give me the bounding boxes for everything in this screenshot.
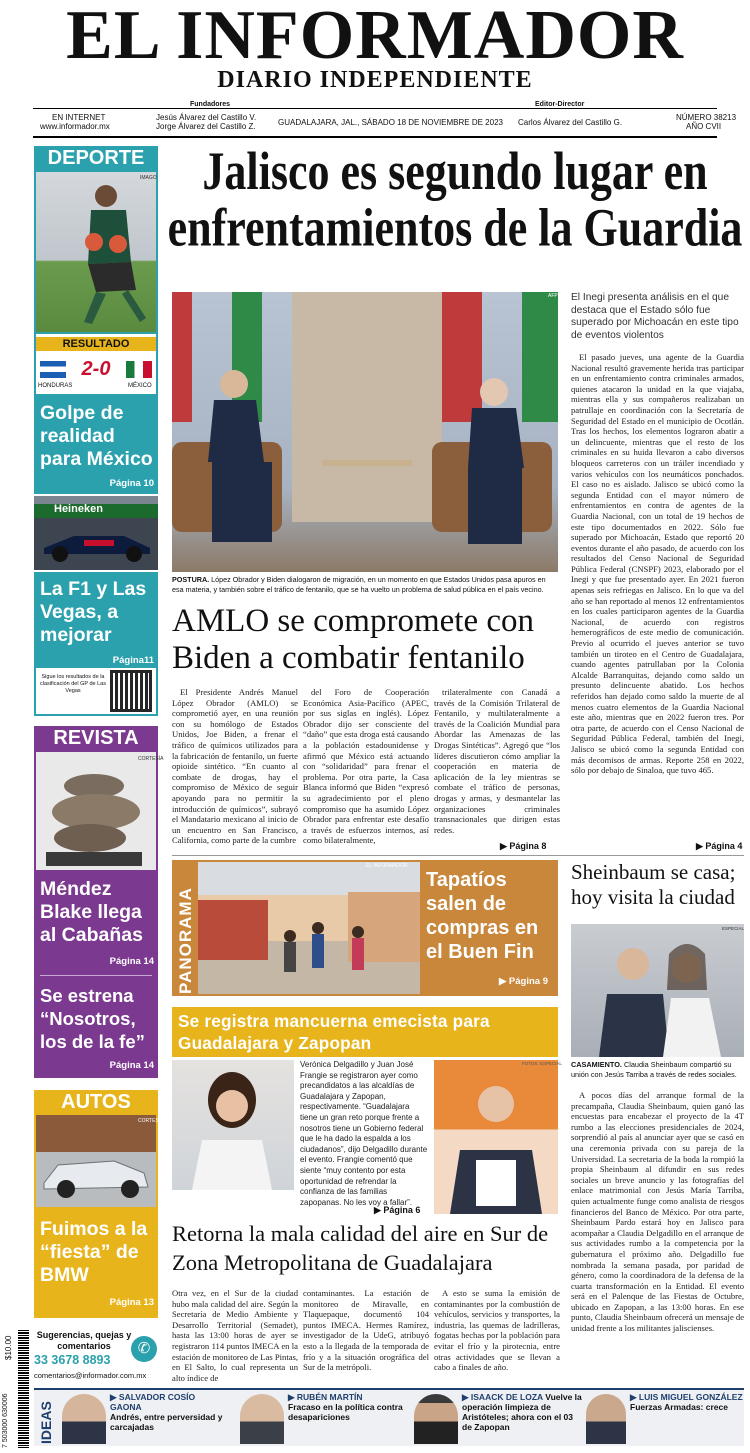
ideas-item[interactable] [410, 1392, 582, 1444]
revista-headline-1[interactable]: Méndez Blake llega al Cabañas [40, 878, 143, 946]
leaders-meeting-figure [172, 292, 558, 572]
goalkeeper-figure [36, 172, 156, 332]
editor-label: Editor-Director [535, 101, 585, 108]
caption-label: POSTURA. [172, 575, 210, 584]
amlo-col-1-text: El Presidente Andrés Manuel López Obrador (AMLO) se comprometió ayer, en una reunión con su homólogo de Estados Unidos, Joe Biden, a frenar el tráfico de químicos utilizados para la fabricación de fentanilo, un fuerte opioide sintético. “En cuanto al combate de drogas, hay el compromiso de México de seguir apoyando para no permitir la introducción de químicos”, subrayó el Mandatario mexicano al inicio de un encuentro en San Francisco, California, como parte de la cumbre [172, 687, 298, 846]
founder-2: Jorge Álvarez del Castillo Z. [156, 122, 256, 131]
columnist-avatar [414, 1394, 458, 1444]
shoppers-figure [198, 862, 420, 994]
autos-credit: CORTESÍA [138, 1118, 164, 1124]
ideas-item[interactable] [236, 1392, 406, 1444]
panorama-credit: EL INFORMADOR [366, 863, 408, 869]
mancuerna-page[interactable]: ▶ Página 6 [374, 1205, 421, 1215]
autos-photo [36, 1115, 156, 1207]
main-right-col [571, 352, 744, 836]
masthead-rule [33, 108, 717, 109]
mancuerna-headline[interactable]: Se registra mancuerna emecista para Guadalajara y Zapopan [178, 1011, 490, 1053]
main-photo-credit: AFP [548, 293, 558, 299]
columnist-name: ▶ LUIS MIGUEL GONZÁLEZ [630, 1392, 743, 1402]
internet-label: EN INTERNET [52, 113, 106, 122]
autos-header: AUTOS [61, 1091, 131, 1113]
team-2: MÉXICO [128, 383, 152, 389]
stone-sculpture-figure [36, 752, 156, 870]
aire-col-3-text: A esto se suma la emisión de contaminantes por la combustión de vehículos, servicios y transportes, la industria, las quemas de ladrilleras, fogatas hechas por la población para evitar el frío y la pirotecnia, entre otras actividades que se llevan a cabo a finales de año. [434, 1288, 560, 1373]
place-date: GUADALAJARA, JAL., SÁBADO 18 DE NOVIEMBRE DE 2023 [278, 118, 503, 127]
amlo-col-3 [434, 687, 560, 836]
deporte-page[interactable]: Página 10 [109, 478, 154, 489]
main-right-col-text: El pasado jueves, una agente de la Guardia Nacional resultó gravemente herida tras participar en un enfrentamiento contra criminales armados, quienes atacaron la unidad en la que viajaba, mientras ella y sus compañeros realizaban un patrullaje en coordinación con la Secretaría de Seguridad del Estado en el municipio de Ocotlán. Tras los hechos, los elementos lograron abatir a un delincuente, mientras que el resto de los criminales en su huida llevaron a cabo diversos bloqueos carreteros con un tráiler incendiado y varios vehículos con los neumáticos ponchados. El caso no es aislado. Jalisco se ubicó como la segunda Entidad con el mayor número de enfrentamientos en contra de agentes de la Guardia Nacional, con un total de 19 hechos de este tipo documentados en 2022. Sólo fue superado por Michoacán, Estado que reportó 20 eventos durante el año pasado, de acuerdo con los resultados del Censo Nacional de Seguridad Pública Federal (CNSPF) 2023, elaborado por el Inegi y que fue presentado ayer. En 2021 fueron apenas seis refriegas en Jalisco. En lo que va del año se han reportado al menos 12 enfrentamientos en los cuales participaron agentes de la Guardia Nacional, de acuerdo con registros hemerográficos de este medio de comunicación. Previo al ocurrido el jueves anterior se tuvo también un tiroteo en el Centro de Guadalajara, cuando agentes patrullaban por la Colonia Alcalde Barranquitas, dejando como saldo un presunto delincuente abatido. Los hechos referidos han dejado como saldo la muerte de al menos cuatro elementos de la Guardia Nacional este año, mientras que en 2022 fueron tres. Por otra parte, de acuerdo con el Censo Nacional de Seguridad Pública Federal, también del Inegi, Jalisco se ubicó como la segunda Entidad con más decomisos de armas. Reporte 258 en 2022, sólo por debajo de Sinaloa, que tuvo 465. [571, 352, 744, 776]
sheinbaum-caption [571, 1060, 744, 1079]
revista-photo [36, 752, 156, 870]
honduras-flag-icon [40, 361, 66, 378]
panorama-headline[interactable]: Tapatíos salen de compras en el Buen Fin [426, 869, 539, 963]
amlo-col-2 [303, 687, 429, 847]
deporte-photo [36, 172, 156, 332]
revista-divider [40, 975, 152, 976]
masthead-rule-bottom [33, 136, 717, 138]
revista-headline-2[interactable]: Se estrena “Nosotros, los de la fe” [40, 985, 145, 1052]
panorama-photo [198, 862, 420, 994]
masthead-title: EL INFORMADOR [66, 0, 684, 74]
column-title: Andrés, entre perversidad y carcajadas [110, 1412, 223, 1432]
columnist-name: ▶ RUBÉN MARTÍN [288, 1392, 363, 1402]
ideas-item[interactable] [584, 1392, 744, 1444]
revista-header: REVISTA [53, 727, 139, 749]
qr-text: Sigue los resultados de la clasificación del GP de Las Vegas [40, 674, 106, 694]
contact-email[interactable]: comentarios@informador.com.mx [34, 1371, 147, 1380]
f1-page[interactable]: Página11 [112, 655, 154, 666]
columnist-avatar [240, 1394, 284, 1444]
sheinbaum-caption-text: Claudia Sheinbaum compartió su unión con Jesús Tarriba a través de redes sociales. [571, 1060, 737, 1079]
panorama-page[interactable]: ▶ Página 9 [498, 976, 548, 987]
column-title [462, 1392, 582, 1432]
amlo-page[interactable]: ▶ Página 8 [500, 841, 547, 851]
columnist-name: ▶ ISAACK DE LOZA [462, 1392, 543, 1402]
columnist-avatar [586, 1394, 626, 1444]
masthead-subtitle: DIARIO INDEPENDIENTE [217, 67, 533, 93]
aire-col-1 [172, 1288, 298, 1384]
barcode-number: 7 503000 630006 [2, 1393, 9, 1448]
revista-page-1[interactable]: Página 14 [109, 956, 154, 967]
sheinbaum-text: A pocos días del arranque formal de la precampaña, Claudia Sheinbaum, quien ganó las encuestas para encabezar el proyecto de la 4T rumbo a las elecciones presidenciales de 2024, sorprendió al país al anunciar ayer que se casó en una ceremonia privada con su pareja de la Universidad. La secretaria de la boda la rompió la propia Sheinbaum al difundir en sus redes sociales un breve anuncio y las fotografías del enlace matrimonial con Jesús María Tarriba, quien actualmente funge como analista de riesgos financieros del Banco de México. Por otra parte, Sheinbaum Pardo estará hoy en Jalisco para acompañar a Claudia Delgadillo en el arranque de sus actividades rumbo a la competencia por la gubernatura el próximo año. Delgadillo fue nombrada la semana pasada, por paridad de género, como la coordinadora de la defensa de la cuarta transformación en la Entidad. El evento será en el Palenque de las Fiestas de Octubre, ubicado en Zapopan, a las 13:00 horas. En ese punto, Claudia Sheinbaum ofrecerá un mensaje de unidad frente a los militantes jaliscienses. [571, 1090, 744, 1334]
editor-name: Carlos Álvarez del Castillo G. [518, 118, 623, 127]
mancuerna-credit: FOTOS: ESPECIAL [522, 1061, 562, 1066]
mancuerna-text: Verónica Delgadillo y Juan José Frangie se registraron ayer como precandidatos a las alcaldías de Guadalajara y Zapopan, respectivamente. “Guadalajara tiene un gran reto porque frente a nosotros tiene un Gobierno federal que le ha dado la espalda a los ciudadanos”, dijo Delgadillo durante el evento. Frangie comentó que siente “muy contento por esta oportunidad de refrendar la confianza de las familias zapopanas. No les voy a fallar”. [300, 1060, 428, 1207]
couple-figure [571, 924, 744, 1057]
team-1: HONDURAS [38, 383, 73, 389]
f1-banner-text: Heineken [54, 503, 103, 515]
amlo-col-1 [172, 687, 298, 847]
deporte-credit: IMAGO [140, 175, 157, 181]
delgadillo-photo [172, 1060, 294, 1190]
sheinbaum-caption-label: CASAMIENTO. [571, 1060, 622, 1069]
amlo-col-3-text: trilateralmente con Canadá a través de la Comisión Trilateral de Fentanilo, y multilateralmente a través de la Coalición Mundial para Abordar las Amenazas de las Drogas Sintéticas”. Agregó que “los líderes discutieron cómo ampliar la cooperación en materia de aplicación de la ley mientras se combate el tráfico de personas, drogas y armas, y desmantelar las organizaciones criminales transnacionales que dirigen estas redes. [434, 687, 560, 835]
column-title: Fuerzas Armadas: crece [630, 1402, 728, 1412]
column-title-text: Vuelve la operación limpieza de Aristóteles; ahora con el 03 de Zapopan [462, 1392, 582, 1432]
man-portrait [434, 1060, 558, 1214]
founder-1: Jesús Álvarez del Castillo V. [156, 113, 257, 122]
main-photo [172, 292, 558, 572]
website-link[interactable]: www.informador.mx [40, 122, 110, 131]
revista-credit: CORTESÍA [138, 756, 164, 762]
result-label: RESULTADO [36, 337, 156, 351]
columnist-name: ▶ SALVADOR COSÍO GAONA [110, 1392, 196, 1412]
sheinbaum-col [571, 1090, 744, 1382]
main-right-page[interactable]: ▶ Página 4 [696, 841, 743, 851]
frangie-photo [434, 1060, 558, 1214]
amlo-col-2-text: del Foro de Cooperación Económica Asia-Pacífico (APEC, por sus siglas en inglés). López Obrador dijo ser consciente del “daño” que esta droga está causando a la población estadounidense y afirmó que México está actuando con “solidaridad” para frenar el problema. Por otra parte, la Casa Blanca informó que Biden “expresó su agradecimiento por el pleno compromiso que ha asumido López Obrador para enfrentar este desafío a través de esfuerzos internos, así como bilateralmente, [303, 687, 429, 846]
column-title: Fracaso en la política contra desapariciones [288, 1402, 403, 1422]
ideas-item[interactable] [58, 1392, 228, 1444]
autos-page[interactable]: Página 13 [109, 1297, 154, 1308]
car-figure [36, 1115, 156, 1207]
sheinbaum-credit: ESPECIAL [722, 926, 745, 931]
aire-col-2 [303, 1288, 429, 1374]
match-score: 2-0 [81, 358, 111, 380]
aire-col-2-text: contaminantes. La estación de monitoreo de Miravalle, en Tlaquepaque, documentó 104 puntos IMECA. Hermes Ramírez, investigador de la UdeG, atribuyó esto a la llegada de la temporada de frío y a la situación orográfica del Sur de la metrópoli. [303, 1288, 429, 1373]
main-deck: El Inegi presenta análisis en el que destaca que el Estado sólo fue superado por Michoacán en este tipo de eventos violentos [571, 292, 739, 341]
qr-code-icon[interactable] [110, 670, 152, 712]
caption-text: López Obrador y Biden dialogaron de migración, en un momento en que Estados Unidos pasa apuros en esa materia, y también sobre el tráfico de fentanilo, que se ha vuelto un problema de salud pública en el país vecino. [172, 575, 546, 594]
issue-year: AÑO CVII [686, 122, 722, 131]
phone-icon: ✆ [131, 1336, 157, 1362]
aire-headline[interactable]: Retorna la mala calidad del aire en Sur de Zona Metropolitana de Guadalajara [172, 1221, 549, 1275]
panorama-label: PANORAMA [176, 887, 195, 994]
issue-number: NÚMERO 38213 [676, 113, 737, 122]
woman-portrait [172, 1060, 294, 1190]
amlo-headline[interactable]: AMLO se compromete con Biden a combatir fentanilo [172, 603, 534, 676]
revista-page-2[interactable]: Página 14 [109, 1060, 154, 1071]
columnist-avatar [62, 1394, 106, 1444]
price: $10.00 [4, 1335, 13, 1360]
barcode [18, 1330, 29, 1448]
founders-label: Fundadores [190, 101, 231, 108]
deporte-header: DEPORTE [47, 147, 145, 169]
contact-phone[interactable]: 33 3678 8893 [34, 1353, 111, 1367]
autos-headline[interactable]: Fuimos a la “fiesta” de BMW [40, 1218, 148, 1286]
main-headline[interactable]: Jalisco es segundo lugar en enfrentamientos de la Guardia [167, 141, 743, 258]
contact-label: Sugerencias, quejas y comentarios [36, 1330, 132, 1351]
deporte-headline[interactable]: Golpe de realidad para México [40, 402, 153, 470]
mexico-flag-icon [126, 361, 152, 378]
main-photo-caption [172, 575, 558, 594]
aire-col-1-text: Otra vez, en el Sur de la ciudad hubo mala calidad del aire. Según la Secretaría de Medio Ambiente y Desarrollo Territorial (Semadet), hasta las 13:00 horas de ayer se registraron 114 puntos IMECA en la estación de monitoreo de Las Pintas, en El Salto, lo cual representa un alto índice de [172, 1288, 299, 1383]
f1-headline[interactable]: La F1 y Las Vegas, a mejorar [40, 578, 147, 646]
sheinbaum-headline[interactable]: Sheinbaum se casa; hoy visita la ciudad [571, 860, 736, 909]
section-rule-1 [172, 855, 744, 856]
aire-col-3 [434, 1288, 560, 1374]
sheinbaum-photo [571, 924, 744, 1057]
ideas-label: IDEAS [38, 1401, 54, 1444]
